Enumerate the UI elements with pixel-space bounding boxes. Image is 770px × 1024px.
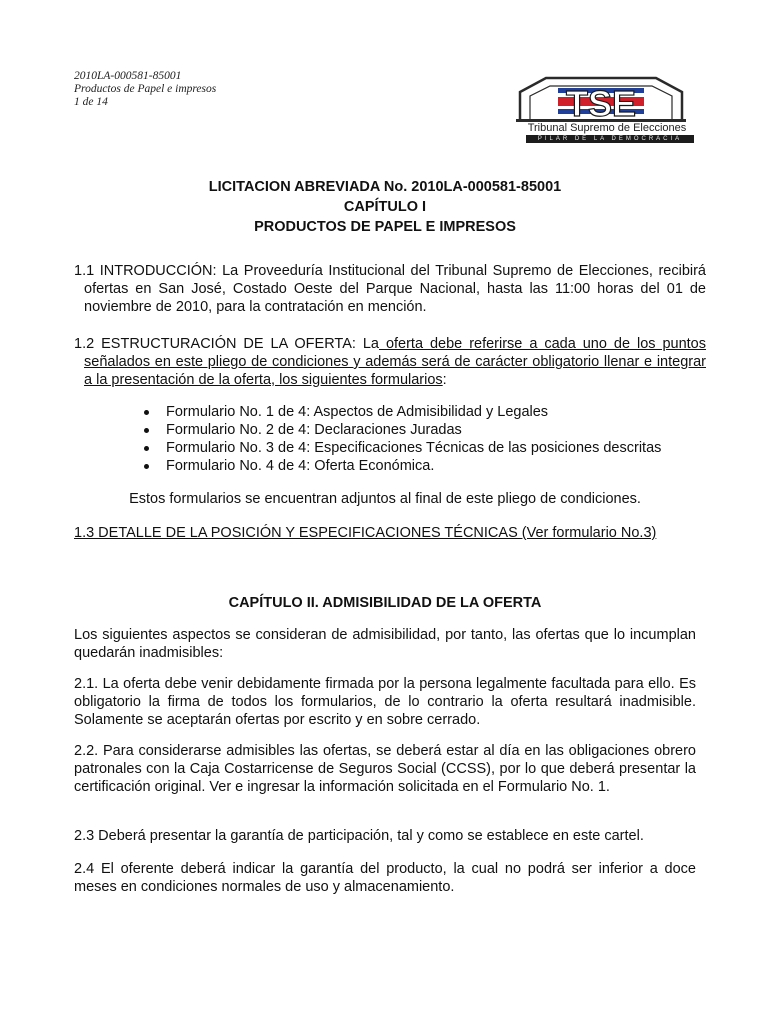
list-item: Formulario No. 3 de 4: Especificaciones Técnicas de las posiciones descritas bbox=[140, 439, 700, 457]
list-item: Formulario No. 1 de 4: Aspectos de Admisibilidad y Legales bbox=[140, 403, 700, 421]
section-1-2-lead: 1.2 ESTRUCTURACIÓN DE LA OFERTA: La bbox=[74, 336, 379, 352]
svg-text:TSE: TSE bbox=[565, 83, 637, 124]
list-item: Formulario No. 4 de 4: Oferta Económica. bbox=[140, 457, 700, 475]
forms-note: Estos formularios se encuentran adjuntos al final de este pliego de condiciones. bbox=[129, 491, 641, 507]
section-1-2-tail: : bbox=[442, 372, 447, 388]
forms-list bbox=[140, 403, 700, 475]
section-1-3-detalle: 1.3 DETALLE DE LA POSICIÓN Y ESPECIFICACIONES TÉCNICAS (Ver formulario No.3) bbox=[74, 525, 657, 541]
logo-institution-name: Tribunal Supremo de Elecciones bbox=[527, 122, 687, 134]
section-1-1-introduccion: 1.1 INTRODUCCIÓN: La Proveeduría Institucional del Tribunal Supremo de Elecciones, recibirá ofertas en San José, Costado Oeste del Parque Nacional, hasta las 11:00 horas del 01 de noviembre de 2010, para la contratación en mención. bbox=[74, 263, 706, 315]
paragraph-2-3: 2.3 Deberá presentar la garantía de participación, tal y como se establece en este cartel. bbox=[74, 828, 644, 844]
list-item: Formulario No. 2 de 4: Declaraciones Juradas bbox=[140, 421, 700, 439]
chapter-2-intro: Los siguientes aspectos se consideran de admisibilidad, por tanto, las ofertas que lo incumplan quedarán inadmisibles: bbox=[74, 627, 696, 661]
document-header bbox=[74, 70, 216, 109]
document-title bbox=[74, 177, 696, 237]
tse-logo bbox=[506, 66, 696, 146]
paragraph-2-4: 2.4 El oferente deberá indicar la garantía del producto, la cual no podrá ser inferior a doce meses en condiciones normales de uso y almacenamiento. bbox=[74, 861, 696, 895]
document-subject: Productos de Papel e impresos bbox=[74, 83, 217, 95]
title-line-2: CAPÍTULO I bbox=[343, 199, 427, 215]
tse-letters bbox=[566, 83, 636, 124]
title-line-1: LICITACION ABREVIADA No. 2010LA-000581-85001 bbox=[208, 179, 562, 195]
page-number: 1 de 14 bbox=[74, 96, 108, 108]
section-1-2-underlined: oferta debe referirse a cada uno de los puntos señalados en este pliego de condiciones y además será de carácter obligatorio llenar e integrar a la presentación de la oferta, los siguientes formularios bbox=[84, 336, 707, 388]
section-1-2-estructuracion bbox=[74, 335, 706, 389]
paragraph-2-1: 2.1. La oferta debe venir debidamente firmada por la persona legalmente facultada para ello. Es obligatorio la firma de todos los formularios, de lo contrario la oferta resultará inadmisible. Solamente se aceptarán ofertas por escrito y en sobre cerrado. bbox=[74, 676, 696, 728]
title-line-3: PRODUCTOS DE PAPEL E IMPRESOS bbox=[254, 219, 516, 235]
document-code: 2010LA-000581-85001 bbox=[74, 70, 182, 82]
paragraph-2-2: 2.2. Para considerarse admisibles las ofertas, se deberá estar al día en las obligaciones obrero patronales con la Caja Costarricense de Seguros Social (CCSS), por lo que deberá presentar la certificación original. Ver e ingresar la información solicitada en el Formulario No. 1. bbox=[74, 743, 696, 795]
logo-motto: PILAR DE LA DEMOCRACIA bbox=[526, 135, 694, 143]
chapter-2-heading: CAPÍTULO II. ADMISIBILIDAD DE LA OFERTA bbox=[228, 595, 542, 611]
